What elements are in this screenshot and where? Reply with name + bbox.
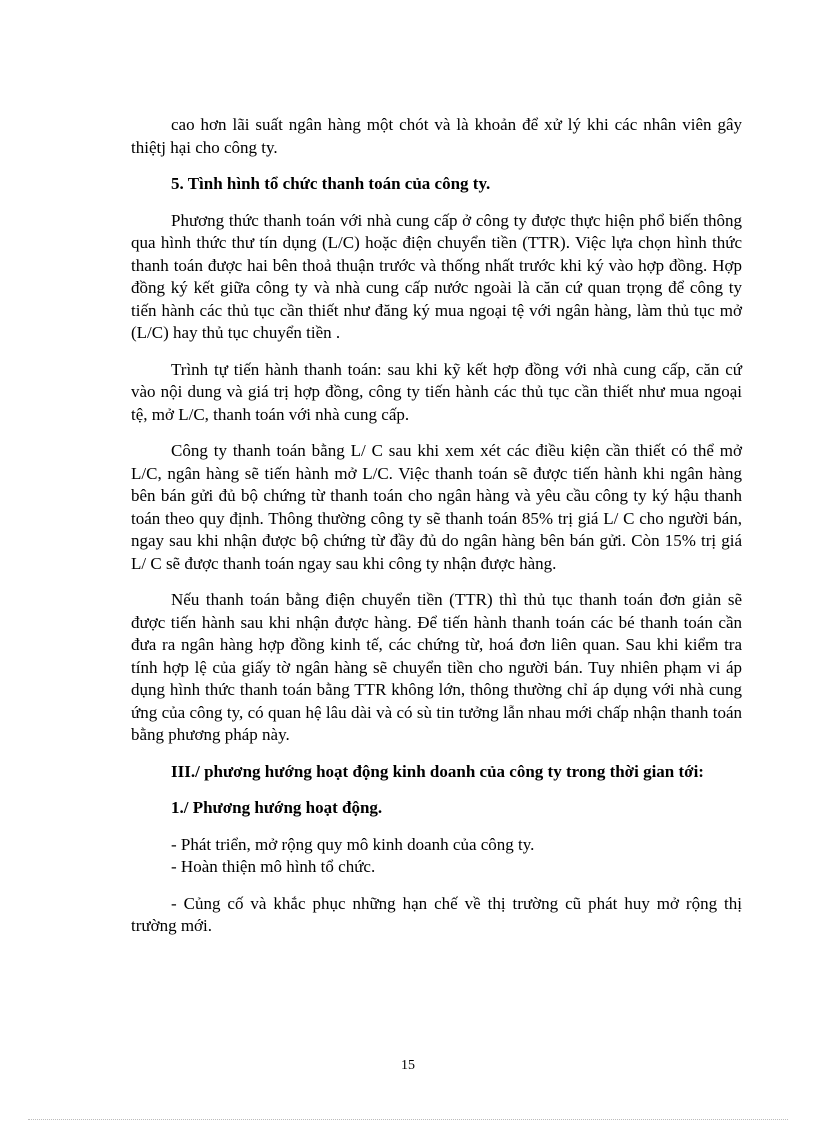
bottom-divider (28, 1119, 788, 1120)
paragraph-payment-procedure: Trình tự tiến hành thanh toán: sau khi kỹ kết hợp đồng với nhà cung cấp, căn cứ vào nội dung và giá trị hợp đồng, công ty tiến hành các thủ tục cần thiết như mua ngoại tệ, mở L/C, thanh toán với nhà cung cấp. (131, 359, 742, 424)
bullet-item: - Củng cố và khắc phục những hạn chế về thị trường cũ phát huy mở rộng thị trường mới. (131, 893, 742, 935)
bullet-item: - Phát triển, mở rộng quy mô kinh doanh của công ty. (171, 834, 535, 854)
page-number: 15 (401, 1058, 415, 1073)
bullet-item: - Hoàn thiện mô hình tổ chức. (171, 857, 376, 876)
section-heading-direction: III./ phương hướng hoạt động kinh doanh của công ty trong thời gian tới: (171, 761, 704, 781)
paragraph-payment-methods: Phương thức thanh toán với nhà cung cấp ở công ty được thực hiện phổ biến thông qua hình thức thư tín dụng (L/C) hoặc điện chuyển tiền (TTR). Việc lựa chọn hình thức thanh toán được hai bên thoả thuận trước và thống nhất trước khi ký vào hợp đồng. Hợp đồng ký kết giữa công ty và nhà cung cấp nước ngoài là căn cứ quan trọng để công ty tiến hành các thủ tục cần thiết như đăng ký mua ngoại tệ với ngân hàng, làm thủ tục mở (L/C) hay thủ tục chuyển tiền . (131, 210, 742, 342)
section-heading-payment: 5. Tình hình tổ chức thanh toán của công ty. (171, 174, 491, 193)
paragraph-continuation: cao hơn lãi suất ngân hàng một chót và là khoản để xử lý khi các nhân viên gây thiệtj hại cho công ty. (131, 115, 742, 157)
subsection-heading-operations: 1./ Phương hướng hoạt động. (171, 798, 383, 817)
page-body (131, 114, 742, 938)
paragraph-ttr-payment: Nếu thanh toán bằng điện chuyển tiền (TTR) thì thủ tục thanh toán đơn giản sẽ được tiến hành sau khi nhận được hàng. Để tiến hành thanh toán các bé thanh toán cần đưa ra ngân hàng hợp đồng kinh tế, các chứng từ, hoá đơn liên quan. Sau khi kiểm tra tính hợp lệ của giấy tờ ngân hàng sẽ chuyển tiền cho người bán. Tuy nhiên phạm vi áp dụng hình thức thanh toán bằng TTR không lớn, thông thường chỉ áp dụng với nhà cung ứng của công ty, có quan hệ lâu dài và có sù tin tưởng lẫn nhau mới chấp nhận thanh toán bằng phương pháp này. (131, 590, 742, 744)
paragraph-lc-payment: Công ty thanh toán bằng L/ C sau khi xem xét các điều kiện cần thiết có thể mở L/C, ngân hàng sẽ tiến hành mở L/C. Việc thanh toán sẽ được tiến hành khi ngân hàng bên bán gửi đủ bộ chứng từ thanh toán cho ngân hàng và yêu cầu công ty ký hậu thanh toán theo quy định. Thông thường công ty sẽ thanh toán 85% trị giá L/ C cho người bán, ngay sau khi nhận được bộ chứng từ đầy đủ do ngân hàng bên bán gửi. Còn 15% trị giá L/ C sẽ được thanh toán ngay sau khi công ty nhận được hàng. (131, 441, 742, 573)
